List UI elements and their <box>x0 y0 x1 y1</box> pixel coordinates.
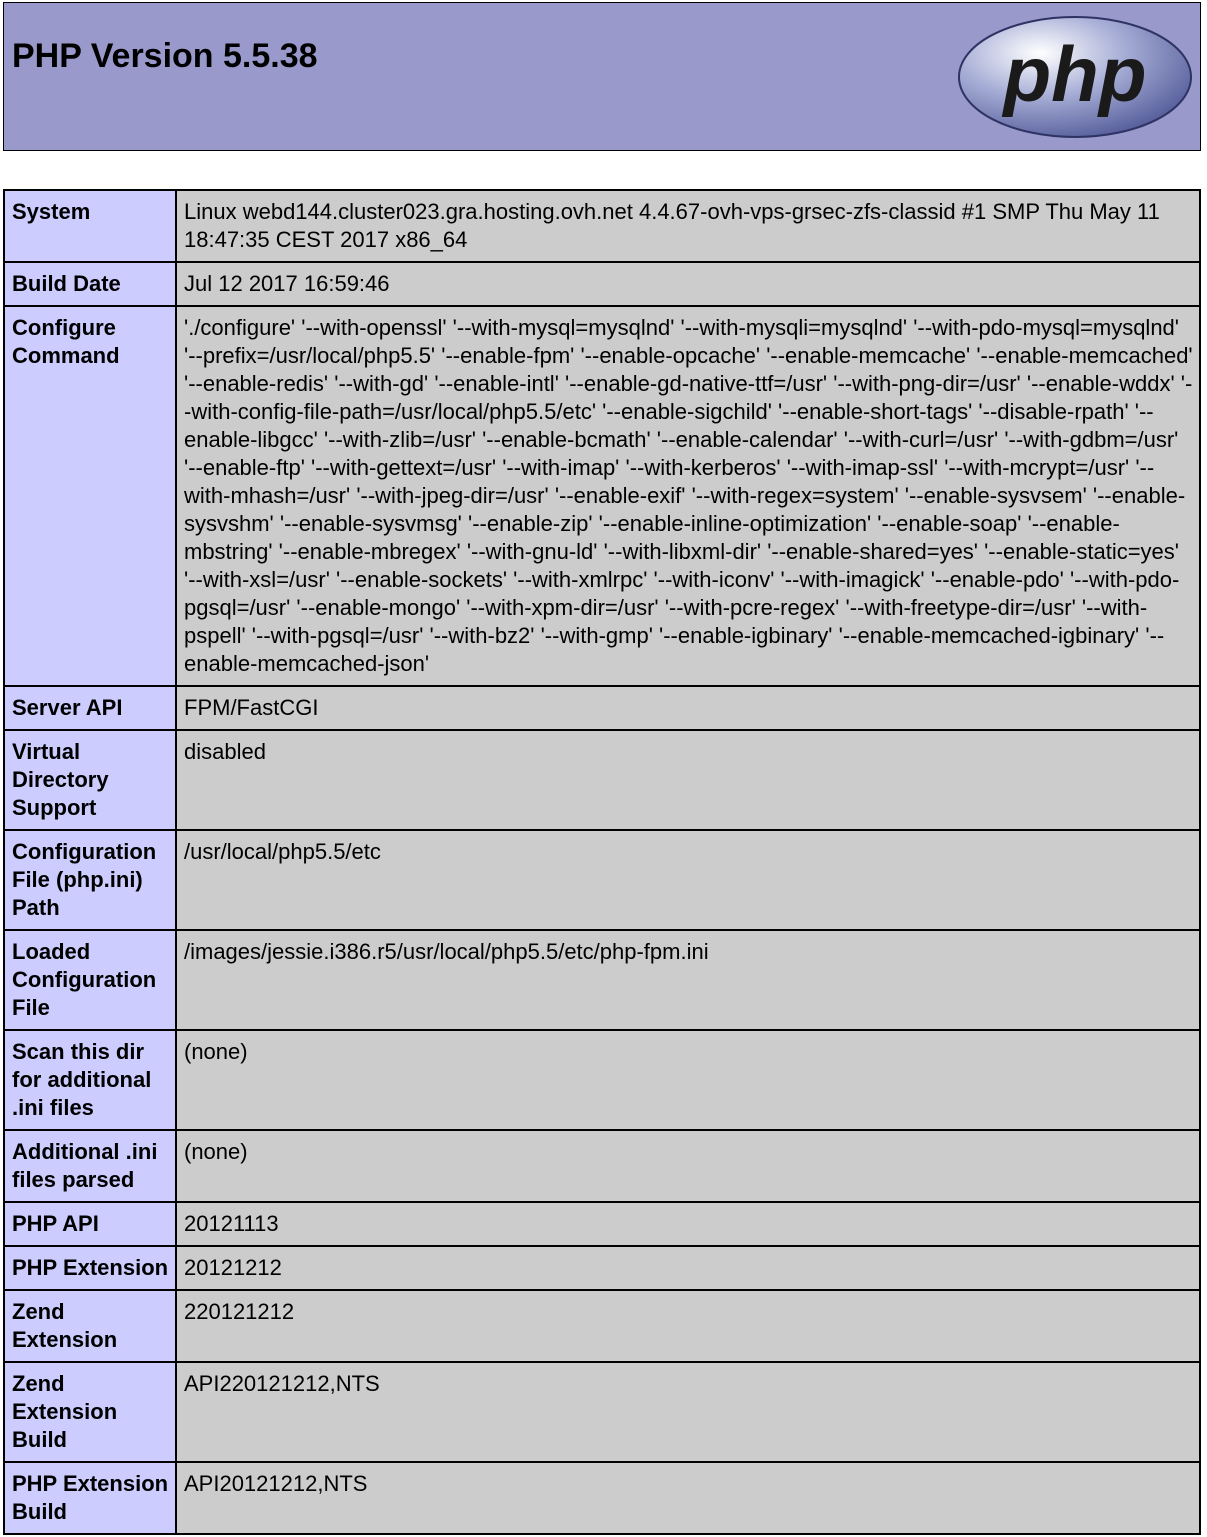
row-label: PHP API <box>4 1202 176 1246</box>
table-row <box>4 1130 1200 1202</box>
table-row <box>4 190 1200 262</box>
row-value: API20121212,NTS <box>176 1462 1200 1534</box>
row-label: Scan this dir for additional .ini files <box>4 1030 176 1130</box>
php-version-header <box>3 2 1201 151</box>
row-value: './configure' '--with-openssl' '--with-mysql=mysqlnd' '--with-mysqli=mysqlnd' '--with-pdo-mysql=mysqlnd' '--prefix=/usr/local/php5.5' '--enable-fpm' '--enable-opcache' '--enable-memcache' '--enable-memcached' '--enable-redis' '--with-gd' '--enable-intl' '--enable-gd-native-ttf=/usr' '--with-png-dir=/usr' '--enable-wddx' '--with-config-file-path=/usr/local/php5.5/etc' '--enable-sigchild' '--enable-short-tags' '--disable-rpath' '--enable-libgcc' '--with-zlib=/usr' '--enable-bcmath' '--enable-calendar' '--with-curl=/usr' '--with-gdbm=/usr' '--enable-ftp' '--with-gettext=/usr' '--with-imap' '--with-kerberos' '--with-imap-ssl' '--with-mcrypt=/usr' '--with-mhash=/usr' '--with-jpeg-dir=/usr' '--enable-exif' '--with-regex=system' '--enable-sysvsem' '--enable-sysvshm' '--enable-sysvmsg' '--enable-zip' '--enable-inline-optimization' '--enable-soap' '--enable-mbstring' '--enable-mbregex' '--with-gnu-ld' '--with-libxml-dir' '--enable-shared=yes' '--enable-static=yes' '--with-xsl=/usr' '--enable-sockets' '--with-xmlrpc' '--with-iconv' '--with-imagick' '--enable-pdo' '--with-pdo-pgsql=/usr' '--enable-mongo' '--with-xpm-dir=/usr' '--with-pcre-regex' '--with-freetype-dir=/usr' '--with-pspell' '--with-pgsql=/usr' '--with-bz2' '--with-gmp' '--enable-igbinary' '--enable-memcached-igbinary' '--enable-memcached-json' <box>176 306 1200 686</box>
table-row <box>4 730 1200 830</box>
table-row <box>4 930 1200 1030</box>
row-label: Build Date <box>4 262 176 306</box>
row-label: Zend Extension <box>4 1290 176 1362</box>
table-row <box>4 830 1200 930</box>
table-row <box>4 1462 1200 1534</box>
table-row <box>4 1290 1200 1362</box>
table-row <box>4 1202 1200 1246</box>
row-value: (none) <box>176 1130 1200 1202</box>
table-row <box>4 1030 1200 1130</box>
row-label: Configure Command <box>4 306 176 686</box>
row-value: 20121212 <box>176 1246 1200 1290</box>
table-row <box>4 306 1200 686</box>
php-info-table <box>3 189 1201 1535</box>
svg-text:php: php <box>1003 30 1147 118</box>
row-label: Additional .ini files parsed <box>4 1130 176 1202</box>
row-label: PHP Extension <box>4 1246 176 1290</box>
row-label: Server API <box>4 686 176 730</box>
table-row <box>4 1246 1200 1290</box>
row-value: API220121212,NTS <box>176 1362 1200 1462</box>
row-label: PHP Extension Build <box>4 1462 176 1534</box>
row-value: Jul 12 2017 16:59:46 <box>176 262 1200 306</box>
row-value: Linux webd144.cluster023.gra.hosting.ovh.net 4.4.67-ovh-vps-grsec-zfs-classid #1 SMP Thu May 11 18:47:35 CEST 2017 x86_64 <box>176 190 1200 262</box>
row-label: System <box>4 190 176 262</box>
row-label: Zend Extension Build <box>4 1362 176 1462</box>
row-label: Configuration File (php.ini) Path <box>4 830 176 930</box>
table-row <box>4 686 1200 730</box>
table-row <box>4 1362 1200 1462</box>
row-value: /usr/local/php5.5/etc <box>176 830 1200 930</box>
row-value: (none) <box>176 1030 1200 1130</box>
page-title: PHP Version 5.5.38 <box>12 37 318 75</box>
row-value: 20121113 <box>176 1202 1200 1246</box>
php-logo-icon <box>957 15 1193 139</box>
row-value: /images/jessie.i386.r5/usr/local/php5.5/etc/php-fpm.ini <box>176 930 1200 1030</box>
row-value: 220121212 <box>176 1290 1200 1362</box>
row-value: FPM/FastCGI <box>176 686 1200 730</box>
row-label: Loaded Configuration File <box>4 930 176 1030</box>
row-label: Virtual Directory Support <box>4 730 176 830</box>
row-value: disabled <box>176 730 1200 830</box>
table-row <box>4 262 1200 306</box>
